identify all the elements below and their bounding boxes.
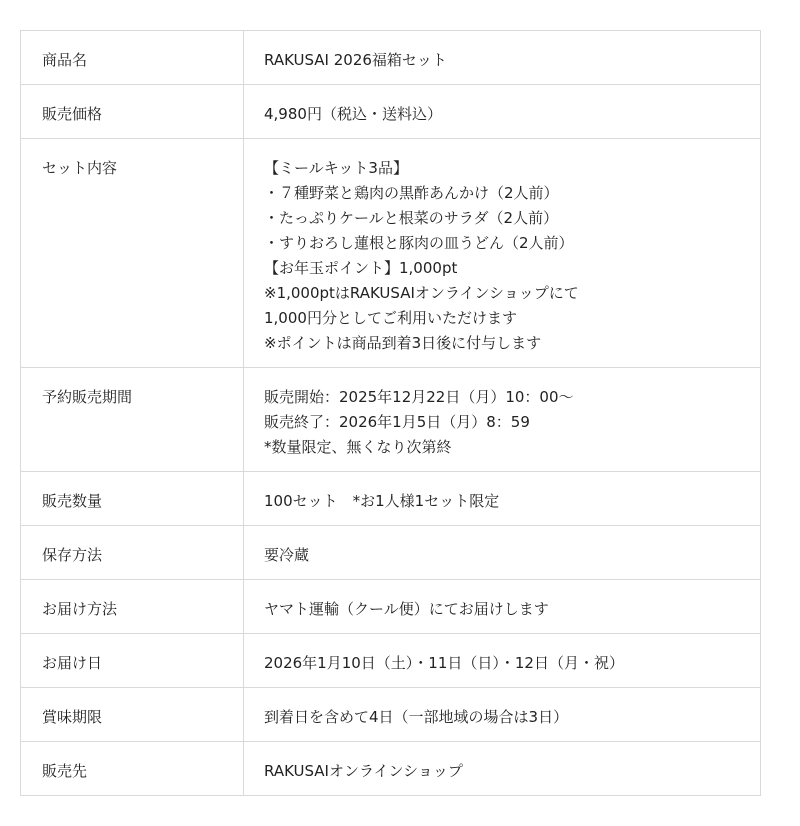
value-cell xyxy=(244,368,761,472)
row-value-line: ・７種野菜と鶏肉の黒酢あんかけ（2人前） xyxy=(264,184,559,202)
table-row-seller xyxy=(21,742,761,796)
value-cell xyxy=(244,31,761,85)
row-label: お届け方法 xyxy=(42,600,118,618)
table-row-product-name xyxy=(21,31,761,85)
label-cell xyxy=(21,580,244,634)
spec-table-body xyxy=(21,31,761,796)
row-value-line: ・すりおろし蓮根と豚肉の皿うどん（2人前） xyxy=(264,234,574,252)
value-cell xyxy=(244,688,761,742)
table-row-storage xyxy=(21,526,761,580)
table-row-set-contents xyxy=(21,139,761,368)
row-label: 予約販売期間 xyxy=(42,388,133,406)
row-value-line: 2026年1月10日（土）・11日（日）・12日（月・祝） xyxy=(264,654,624,672)
row-value-line: 到着日を含めて4日（一部地域の場合は3日） xyxy=(264,708,569,726)
row-label: 商品名 xyxy=(42,51,88,69)
row-label: 保存方法 xyxy=(42,546,103,564)
label-cell xyxy=(21,526,244,580)
row-value-line: 4,980円（税込・送料込） xyxy=(264,105,442,123)
row-value-line: 【お年玉ポイント】1,000pt xyxy=(264,259,458,277)
row-value-line: ヤマト運輸（クール便）にてお届けします xyxy=(264,600,549,618)
row-value-line: RAKUSAI 2026福箱セット xyxy=(264,51,447,69)
row-value-line: ※ポイントは商品到着3日後に付与します xyxy=(264,334,542,352)
value-cell xyxy=(244,742,761,796)
row-value-line: 【ミールキット3品】 xyxy=(264,159,408,177)
row-value-line: 1,000円分としてご利用いただけます xyxy=(264,309,517,327)
row-value-line: RAKUSAIオンラインショップ xyxy=(264,762,463,780)
row-value-line: ※1,000ptはRAKUSAIオンラインショップにて xyxy=(264,284,579,302)
row-label: 販売数量 xyxy=(42,492,103,510)
label-cell xyxy=(21,368,244,472)
row-label: 賞味期限 xyxy=(42,708,103,726)
product-spec-table xyxy=(20,30,761,796)
value-cell xyxy=(244,526,761,580)
row-label: 販売先 xyxy=(42,762,88,780)
row-value-line: *数量限定、無くなり次第終 xyxy=(264,438,452,456)
row-value-line: 販売開始：2025年12月22日（月）10：00〜 xyxy=(264,388,574,406)
label-cell xyxy=(21,472,244,526)
label-cell xyxy=(21,634,244,688)
label-cell xyxy=(21,688,244,742)
label-cell xyxy=(21,31,244,85)
row-value-line: ・たっぷりケールと根菜のサラダ（2人前） xyxy=(264,209,559,227)
label-cell xyxy=(21,742,244,796)
table-row-best-before xyxy=(21,688,761,742)
row-label: 販売価格 xyxy=(42,105,103,123)
table-row-delivery-method xyxy=(21,580,761,634)
value-cell xyxy=(244,472,761,526)
value-cell xyxy=(244,139,761,368)
value-cell xyxy=(244,580,761,634)
row-value-line: 100セット *お1人様1セット限定 xyxy=(264,492,500,510)
table-row-price xyxy=(21,85,761,139)
row-value-line: 販売終了：2026年1月5日（月）8：59 xyxy=(264,413,530,431)
table-row-sale-period xyxy=(21,368,761,472)
table-row-delivery-date xyxy=(21,634,761,688)
label-cell xyxy=(21,85,244,139)
value-cell xyxy=(244,634,761,688)
row-label: お届け日 xyxy=(42,654,103,672)
value-cell xyxy=(244,85,761,139)
row-label: セット内容 xyxy=(42,159,118,177)
label-cell xyxy=(21,139,244,368)
row-value-line: 要冷蔵 xyxy=(264,546,310,564)
table-row-quantity xyxy=(21,472,761,526)
